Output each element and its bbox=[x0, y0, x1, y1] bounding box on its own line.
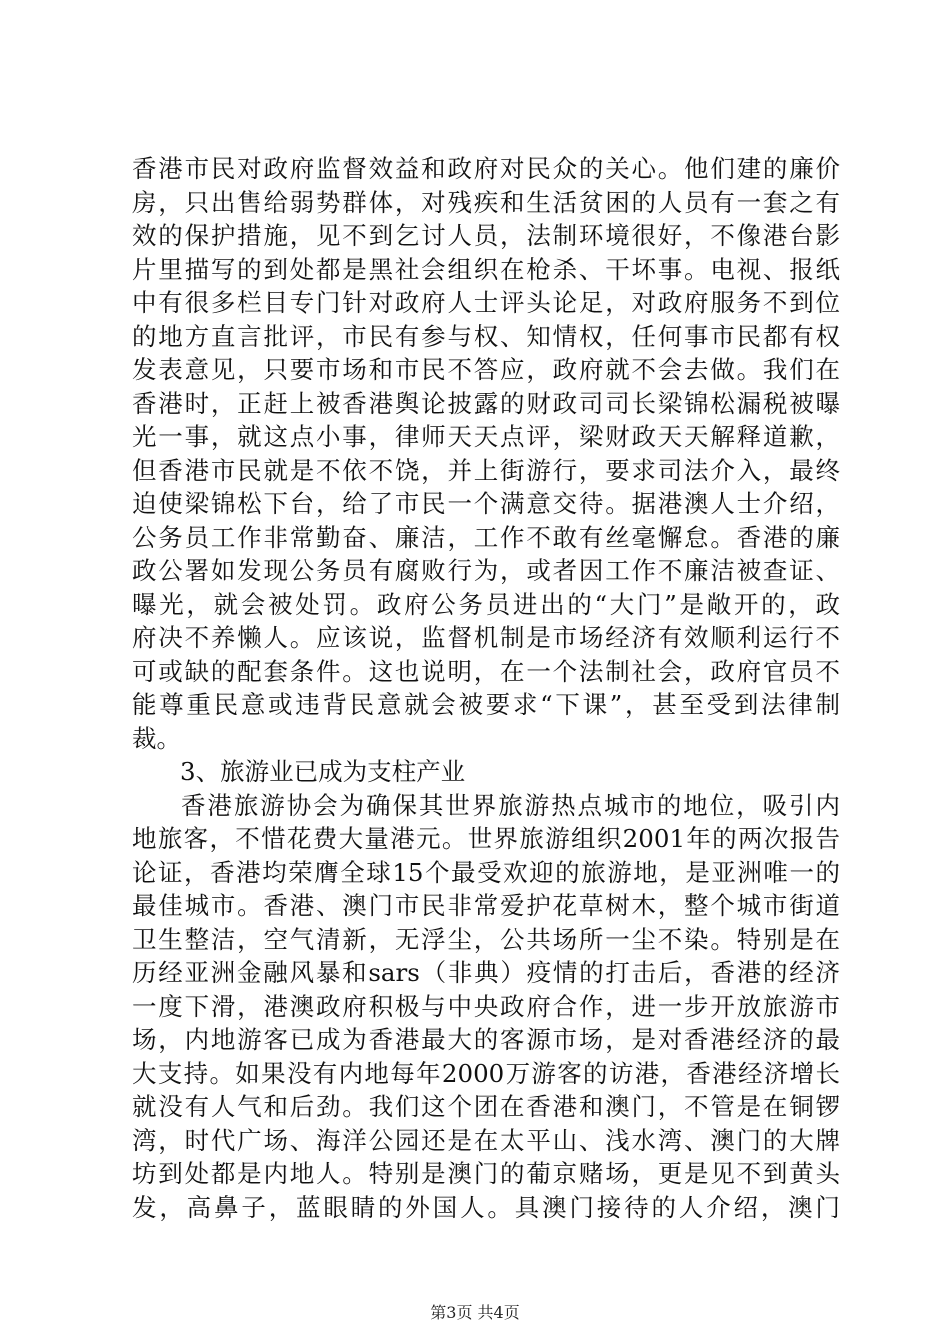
paragraph-line: 就没有人气和后劲。我们这个团在香港和澳门，不管是在铜锣 bbox=[132, 1092, 840, 1121]
paragraph-line: 能尊重民意或违背民意就会被要求“下课”，甚至受到法律制 bbox=[132, 690, 840, 719]
paragraph-line: 迫使梁锦松下台，给了市民一个满意交待。据港澳人士介绍， bbox=[132, 489, 840, 518]
paragraph-2 bbox=[132, 789, 840, 1225]
paragraph-line: 可或缺的配套条件。这也说明，在一个法制社会，政府官员不 bbox=[132, 656, 840, 686]
paragraph-line: 光一事，就这点小事，律师天天点评，梁财政天天解释道歉， bbox=[132, 422, 840, 451]
paragraph-line: 的地方直言批评，市民有参与权、知情权，任何事市民都有权 bbox=[132, 321, 840, 351]
paragraph-line: 香港旅游协会为确保其世界旅游热点城市的地位，吸引内 bbox=[181, 790, 840, 820]
paragraph-line: 香港时，正赶上被香港舆论披露的财政司司长梁锦松漏税被曝 bbox=[132, 388, 840, 418]
paragraph-line: 片里描写的到处都是黑社会组织在枪杀、干坏事。电视、报纸 bbox=[132, 254, 840, 284]
paragraph-line: 论证，香港均荣膺全球15个最受欢迎的旅游地，是亚洲唯一的 bbox=[132, 857, 840, 887]
page-number: 第3页 共4页 bbox=[430, 1303, 520, 1322]
paragraph-line: 中有很多栏目专门针对政府人士评头论足，对政府服务不到位 bbox=[132, 288, 840, 317]
paragraph-line: 曝光，就会被处罚。政府公务员进出的“大门”是敞开的，政 bbox=[132, 589, 840, 619]
paragraph-line: 府决不养懒人。应该说，监督机制是市场经济有效顺利运行不 bbox=[132, 623, 840, 652]
paragraph-line: 历经亚洲金融风暴和sars（非典）疫情的打击后，香港的经济 bbox=[132, 958, 840, 987]
paragraph-line: 场，内地游客已成为香港最大的客源市场，是对香港经济的最 bbox=[132, 1025, 840, 1054]
document-body bbox=[132, 152, 840, 1224]
paragraph-line: 裁。 bbox=[132, 723, 181, 753]
paragraph-line: 湾，时代广场、海洋公园还是在太平山、浅水湾、澳门的大牌 bbox=[132, 1125, 840, 1155]
paragraph-line: 一度下滑，港澳政府积极与中央政府合作，进一步开放旅游市 bbox=[132, 991, 840, 1021]
paragraph-line: 香港市民对政府监督效益和政府对民众的关心。他们建的廉价 bbox=[132, 154, 840, 183]
paragraph-line: 大支持。如果没有内地每年2000万游客的访港，香港经济增长 bbox=[132, 1058, 840, 1088]
paragraph-line: 最佳城市。香港、澳门市民非常爱护花草树木，整个城市街道 bbox=[132, 891, 840, 920]
paragraph-line: 政公署如发现公务员有腐败行为，或者因工作不廉洁被查证、 bbox=[132, 556, 840, 585]
section-heading: 3、旅游业已成为支柱产业 bbox=[180, 757, 466, 786]
paragraph-line: 发，高鼻子，蓝眼睛的外国人。具澳门接待的人介绍，澳门 bbox=[132, 1192, 840, 1222]
paragraph-line: 卫生整洁，空气清新，无浮尘，公共场所一尘不染。特别是在 bbox=[132, 924, 840, 954]
paragraph-1 bbox=[132, 152, 840, 755]
paragraph-line: 坊到处都是内地人。特别是澳门的葡京赌场，更是见不到黄头 bbox=[132, 1159, 840, 1188]
paragraph-line: 效的保护措施，见不到乞讨人员，法制环境很好，不像港台影 bbox=[132, 221, 840, 250]
paragraph-line: 公务员工作非常勤奋、廉洁，工作不敢有丝毫懈怠。香港的廉 bbox=[132, 522, 840, 552]
paragraph-line: 地旅客，不惜花费大量港元。世界旅游组织2001年的两次报告 bbox=[132, 824, 840, 853]
paragraph-line: 发表意见，只要市场和市民不答应，政府就不会去做。我们在 bbox=[132, 355, 840, 384]
paragraph-line: 但香港市民就是不依不饶，并上街游行，要求司法介入，最终 bbox=[132, 455, 840, 485]
paragraph-line: 房，只出售给弱势群体，对残疾和生活贫困的人员有一套之有 bbox=[132, 187, 840, 217]
